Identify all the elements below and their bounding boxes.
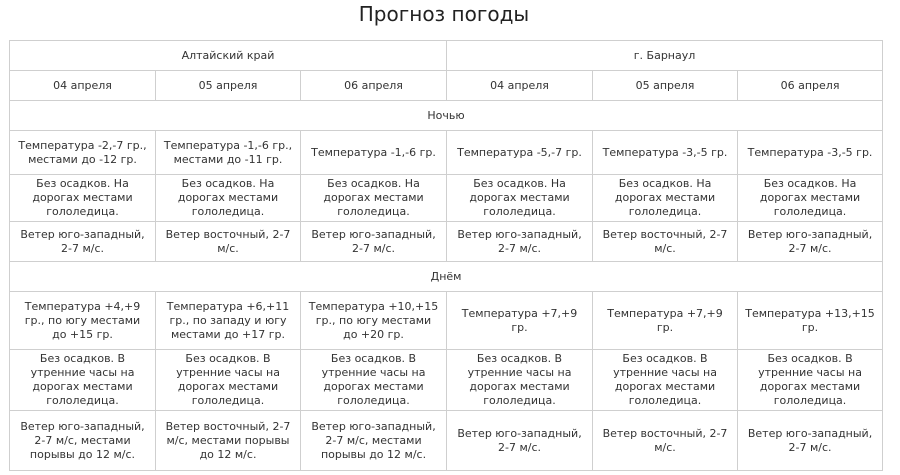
forecast-cell: Температура -3,-5 гр. [738, 131, 883, 175]
page-title: Прогноз погоды [358, 2, 530, 26]
forecast-cell: Без осадков. На дорогах местами гололедица. [447, 175, 593, 222]
forecast-cell: Температура -1,-6 гр. [301, 131, 447, 175]
forecast-cell: Температура -2,-7 гр., местами до -12 гр. [10, 131, 156, 175]
forecast-cell: Ветер юго-западный, 2-7 м/с. [447, 411, 593, 471]
forecast-cell: Без осадков. На дорогах местами гололедица. [10, 175, 156, 222]
forecast-cell: Без осадков. В утренние часы на дорогах местами гололедица. [738, 350, 883, 411]
forecast-cell: Ветер юго-западный, 2-7 м/с. [10, 222, 156, 262]
forecast-cell: Без осадков. На дорогах местами гололедица. [156, 175, 301, 222]
forecast-table [9, 40, 883, 471]
forecast-cell: Температура +4,+9 гр., по югу местами до +15 гр. [10, 292, 156, 350]
forecast-cell: Температура -5,-7 гр. [447, 131, 593, 175]
date-header: 04 апреля [447, 71, 593, 101]
forecast-cell: Температура -3,-5 гр. [593, 131, 738, 175]
forecast-cell: Без осадков. На дорогах местами гололедица. [593, 175, 738, 222]
night-wind-row [10, 222, 883, 262]
forecast-cell: Ветер юго-западный, 2-7 м/с. [301, 222, 447, 262]
section-header-night: Ночью [10, 101, 883, 131]
date-header: 05 апреля [593, 71, 738, 101]
forecast-cell: Ветер восточный, 2-7 м/с. [156, 222, 301, 262]
day-temperature-row [10, 292, 883, 350]
forecast-cell: Температура +13,+15 гр. [738, 292, 883, 350]
forecast-cell: Без осадков. В утренние часы на дорогах местами гололедица. [447, 350, 593, 411]
region-header-row [10, 41, 883, 71]
forecast-cell: Ветер юго-западный, 2-7 м/с. [738, 411, 883, 471]
date-header: 04 апреля [10, 71, 156, 101]
forecast-cell: Без осадков. В утренние часы на дорогах местами гололедица. [156, 350, 301, 411]
forecast-cell: Ветер юго-западный, 2-7 м/с. [738, 222, 883, 262]
forecast-cell: Ветер юго-западный, 2-7 м/с. [447, 222, 593, 262]
forecast-cell: Без осадков. В утренние часы на дорогах местами гололедица. [593, 350, 738, 411]
section-row-night [10, 101, 883, 131]
forecast-cell: Без осадков. В утренние часы на дорогах местами гололедица. [10, 350, 156, 411]
date-header-row [10, 71, 883, 101]
forecast-cell: Ветер юго-западный, 2-7 м/с, местами порывы до 12 м/с. [301, 411, 447, 471]
region-header-barnaul: г. Барнаул [447, 41, 883, 71]
night-temperature-row [10, 131, 883, 175]
forecast-cell: Без осадков. В утренние часы на дорогах местами гололедица. [301, 350, 447, 411]
forecast-cell: Температура +7,+9 гр. [593, 292, 738, 350]
forecast-cell: Температура +7,+9 гр. [447, 292, 593, 350]
date-header: 06 апреля [301, 71, 447, 101]
forecast-cell: Без осадков. На дорогах местами гололедица. [301, 175, 447, 222]
section-row-day [10, 262, 883, 292]
date-header: 06 апреля [738, 71, 883, 101]
forecast-cell: Ветер восточный, 2-7 м/с. [593, 222, 738, 262]
date-header: 05 апреля [156, 71, 301, 101]
forecast-cell: Ветер восточный, 2-7 м/с. [593, 411, 738, 471]
day-wind-row [10, 411, 883, 471]
forecast-cell: Температура +10,+15 гр., по югу местами до +20 гр. [301, 292, 447, 350]
section-header-day: Днём [10, 262, 883, 292]
forecast-cell: Температура -1,-6 гр., местами до -11 гр. [156, 131, 301, 175]
forecast-cell: Температура +6,+11 гр., по западу и югу местами до +17 гр. [156, 292, 301, 350]
night-precipitation-row [10, 175, 883, 222]
forecast-cell: Ветер юго-западный, 2-7 м/с, местами порывы до 12 м/с. [10, 411, 156, 471]
day-precipitation-row [10, 350, 883, 411]
forecast-cell: Ветер восточный, 2-7 м/с, местами порывы до 12 м/с. [156, 411, 301, 471]
forecast-cell: Без осадков. На дорогах местами гололедица. [738, 175, 883, 222]
region-header-altai: Алтайский край [10, 41, 447, 71]
